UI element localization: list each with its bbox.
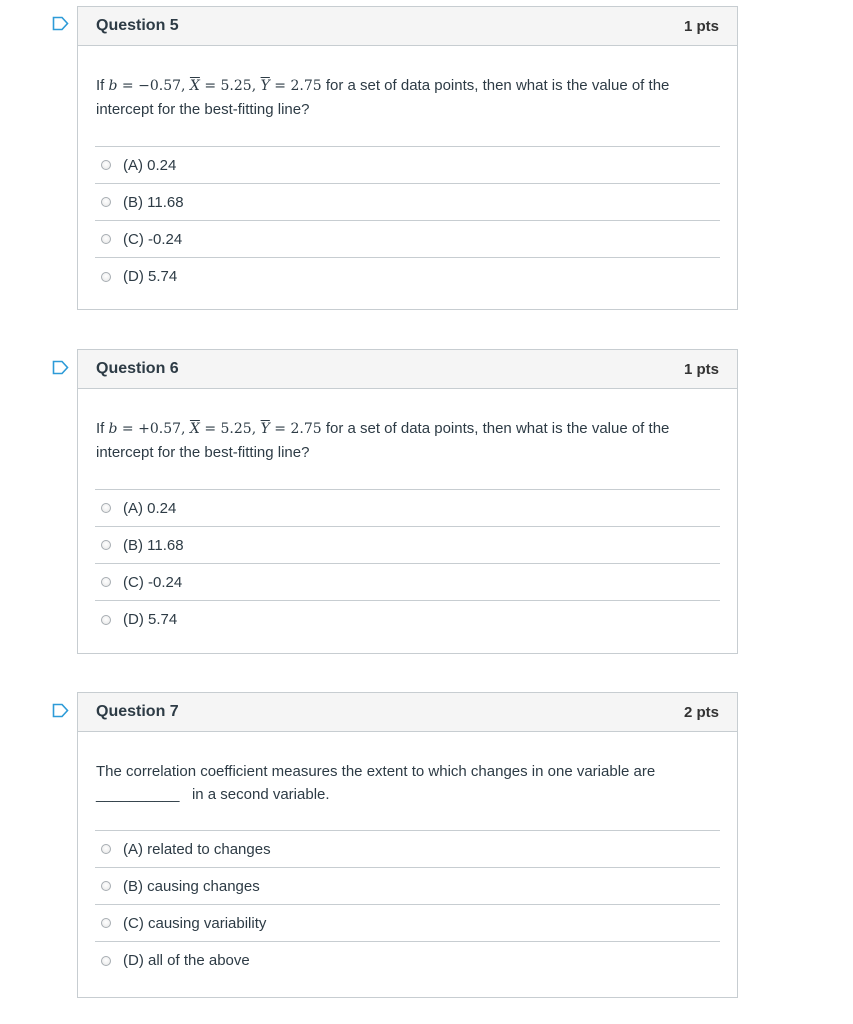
answer-label: (D) 5.74 bbox=[123, 611, 178, 628]
answer-option-d[interactable] bbox=[95, 258, 720, 295]
radio-button-icon[interactable] bbox=[101, 615, 111, 625]
answer-option-a[interactable] bbox=[95, 831, 720, 868]
question-points: 2 pts bbox=[683, 703, 719, 721]
answer-label: (B) 11.68 bbox=[123, 193, 184, 211]
answer-label: (C) -0.24 bbox=[123, 573, 183, 591]
flag-question-icon[interactable] bbox=[52, 703, 69, 718]
question-text: If b = +0.57, $\overline{X} = 5.25$, $\overline{Y} = 2.75$ for a set of data points, then what is the value of the intercept for the best-fitting line? bbox=[96, 420, 670, 461]
answer-label: (D) all of the above bbox=[123, 952, 250, 969]
answer-option-d[interactable] bbox=[95, 942, 720, 979]
question-title: Question 7 bbox=[96, 703, 179, 720]
answer-option-c[interactable] bbox=[95, 905, 720, 942]
answer-label: (B) 11.68 bbox=[123, 536, 184, 554]
radio-button-icon[interactable] bbox=[101, 918, 111, 928]
question-text: The correlation coefficient measures the extent to which changes in one variable are __________ in a second variable. bbox=[96, 763, 656, 803]
answer-option-a[interactable] bbox=[95, 490, 720, 527]
answer-list bbox=[95, 830, 720, 979]
math-expression: b = +0.57, $\overline{X} = 5.25$, $\overline{Y} = 2.75$ bbox=[108, 421, 322, 437]
question-header bbox=[78, 7, 737, 46]
answer-list bbox=[95, 489, 720, 638]
answer-option-b[interactable] bbox=[95, 527, 720, 564]
fill-in-blank: __________ bbox=[96, 786, 180, 803]
math-expression: b = −0.57, $\overline{X} = 5.25$, $\overline{Y} = 2.75$ bbox=[108, 78, 322, 94]
radio-button-icon[interactable] bbox=[101, 844, 111, 854]
flag-question-icon[interactable] bbox=[52, 360, 69, 375]
question-points: 1 pts bbox=[683, 17, 719, 35]
answer-list bbox=[95, 146, 720, 295]
answer-option-a[interactable] bbox=[95, 147, 720, 184]
answer-option-b[interactable] bbox=[95, 868, 720, 905]
radio-button-icon[interactable] bbox=[101, 234, 111, 244]
radio-button-icon[interactable] bbox=[101, 160, 111, 170]
answer-label: (A) 0.24 bbox=[123, 156, 177, 174]
question-header bbox=[78, 693, 737, 732]
question-card bbox=[77, 349, 738, 654]
question-header bbox=[78, 350, 737, 389]
question-card bbox=[77, 6, 738, 310]
question-card bbox=[77, 692, 738, 998]
answer-option-d[interactable] bbox=[95, 601, 720, 638]
flag-question-icon[interactable] bbox=[52, 16, 69, 31]
answer-option-c[interactable] bbox=[95, 564, 720, 601]
answer-option-c[interactable] bbox=[95, 221, 720, 258]
radio-button-icon[interactable] bbox=[101, 272, 111, 282]
radio-button-icon[interactable] bbox=[101, 503, 111, 513]
question-title: Question 6 bbox=[96, 360, 179, 377]
question-title: Question 5 bbox=[96, 17, 179, 34]
answer-label: (A) related to changes bbox=[123, 840, 271, 858]
answer-label: (B) causing changes bbox=[123, 877, 260, 895]
radio-button-icon[interactable] bbox=[101, 881, 111, 891]
answer-label: (A) 0.24 bbox=[123, 499, 177, 517]
radio-button-icon[interactable] bbox=[101, 540, 111, 550]
answer-label: (C) -0.24 bbox=[123, 230, 183, 248]
answer-label: (C) causing variability bbox=[123, 914, 267, 932]
question-points: 1 pts bbox=[683, 360, 719, 378]
radio-button-icon[interactable] bbox=[101, 577, 111, 587]
answer-label: (D) 5.74 bbox=[123, 268, 178, 285]
question-text: If b = −0.57, $\overline{X} = 5.25$, $\overline{Y} = 2.75$ for a set of data points, then what is the value of the intercept for the best-fitting line? bbox=[96, 77, 670, 118]
radio-button-icon[interactable] bbox=[101, 956, 111, 966]
radio-button-icon[interactable] bbox=[101, 197, 111, 207]
answer-option-b[interactable] bbox=[95, 184, 720, 221]
